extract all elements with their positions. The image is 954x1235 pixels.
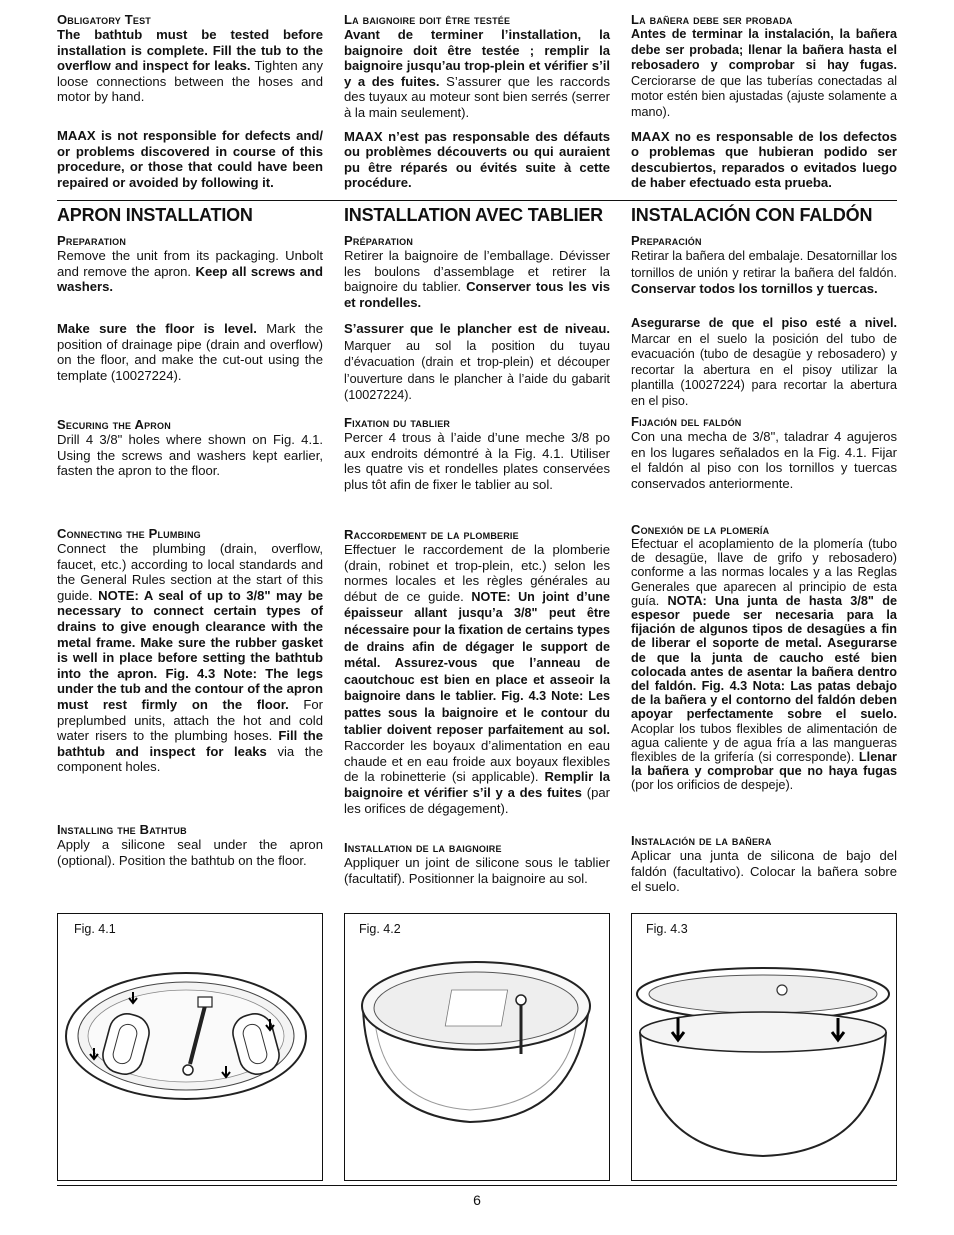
obligatory-test-text: Avant de terminer l’installation, la baignoire doit être testée ; remplir la baignoire jusqu’au trop-plein et vérifier s’il y a des fuites. S’assurer que les raccords des tuyaux au moteur sont bien serrés (serrer à la main seulement).: [344, 27, 610, 120]
section-title: Préparation: [344, 233, 414, 248]
figure-4-2: [344, 913, 610, 1181]
bathtub-in-apron-illustration: [345, 914, 607, 1178]
section-title: Conexión de la plomería: [631, 522, 770, 537]
section-text: Aplicar una junta de silicona de bajo del faldón (facultativo). Colocar la bañera sobre el suelo.: [631, 848, 897, 895]
figure-4-3: [631, 913, 897, 1181]
section-title: Preparation: [57, 233, 127, 248]
section-text: S’assurer que le plancher est de niveau. Marquer au sol la position du tuyau d’évacuation (drain et trop-plein) et découper l’ouverture dans le plancher à l’aide du gabarit (10027224).: [344, 321, 610, 403]
plumbing-section: [57, 526, 323, 775]
figure-label: Fig. 4.3: [646, 922, 688, 936]
footer-divider: [57, 1185, 897, 1186]
heading-instalacion-con-faldon: INSTALACIÓN CON FALDÓN: [631, 205, 873, 225]
preparation-section: [344, 233, 610, 310]
plumbing-section: [344, 527, 610, 816]
section-title: Fixation du tablier: [344, 415, 451, 430]
column-spanish: [631, 12, 897, 191]
section-title: Fijación del faldón: [631, 414, 742, 429]
installing-bathtub-section: [57, 822, 323, 868]
section-title: Installing the Bathtub: [57, 822, 187, 837]
maax-disclaimer: MAAX is not responsible for defects and/ or problems discovered in course of this procedure, or those that could have been repaired or avoided by following it.: [57, 127, 323, 190]
section-text: Asegurarse de que el piso esté a nivel. Marcar en el suelo la posición del tubo de evacuación (tubo de desagüe y rebosadero) y recortar la abertura en el pisoy utilizar la plantilla (10027224) para recortar la abertura en el piso.: [631, 316, 897, 408]
figure-4-1: [57, 913, 323, 1181]
section-title: Installation de la baignoire: [344, 840, 502, 855]
obligatory-test-text: Antes de terminar la instalación, la bañera debe ser probada; llenar la bañera hasta el rebosadero y comprobar si hay fugas. Cerciorarse de que las tuberías conectadas al motor estén bien ajustadas (ajuste solamente a mano).: [631, 27, 897, 119]
installing-bathtub-section: [631, 833, 897, 895]
section-title: Raccordement de la plomberie: [344, 527, 519, 542]
section-text: Effectuer le raccordement de la plomberie (drain, robinet et trop-plein, etc.) selon les normes locales et les règles générales au début de ce guide. NOTE: Un joint d’une épaisseur allant jusqu’a 3/8" peut être nécessaire pour la fixation de certains types de drains afin de dégager le support de métal. Assurez-vous que l’anneau de caoutchouc est bien en place et asseoir la baignoire dans le tablier. Fig. 4.3 Note: Les pattes sous la baignoire et le contour du tablier doivent reposer parfaitement au sol. Raccorder les boyaux d’alimentation en eau chaude et en eau froide aux boyaux flexibles de la robinetterie (si applicable). Remplir la baignoire et vérifier s’il y a des fuites (par les orifices de dégagement).: [344, 542, 611, 816]
installing-bathtub-section: [344, 840, 610, 886]
bathtub-lowering-into-apron-illustration: [632, 914, 894, 1178]
securing-apron-section: [344, 415, 610, 492]
figure-label: Fig. 4.1: [74, 922, 116, 936]
section-text: Efectuar el acoplamiento de la plomería (tubo de desagüe, llave de grifo y rebosadero) conforme a las normas locales y a las Reglas Generales que aparecen al principio de esta guía. NOTA: Una junta de hasta 3/8" de espesor puede ser necesaria para la fijación de algunos tipos de desagües a fin de liberar el soporte de metal. Asegurarse de que la junta de caucho esté bien colocada antes de asentar la bañera dentro del faldón. Fig. 4.3 Nota: Las patas debajo de la bañera y el contorno del faldón deben apoyar perfectamente sobre el suelo. Acoplar los tubos flexibles de alimentación de agua caliente y de agua fría a las mangueras flexibles de la grifería (si corresponde). Llenar la bañera y comprobar que no haya fugas (por los orificios de despeje).: [631, 537, 898, 793]
section-text: Retirar la bañera del embalaje. Desatornillar los tornillos de unión y retirar la bañera del faldón. Conservar todos los tornillos y tuercas.: [631, 249, 897, 297]
section-text: Retirer la baignoire de l’emballage. Dévisser les boulons d’assemblage et retirer la baignoire du tablier. Conserver tous les vis et rondelles.: [344, 248, 610, 310]
section-title: Instalación de la bañera: [631, 833, 772, 848]
maax-disclaimer: MAAX n’est pas responsable des défauts ou problèmes découverts ou qui auraient pu être réparés ou évités suite à cette procédure.: [344, 128, 610, 191]
section-text: Apply a silicone seal under the apron (optional). Position the bathtub on the floor.: [57, 837, 323, 868]
column-english: [57, 12, 323, 190]
obligatory-test-title: Obligatory Test: [57, 12, 152, 27]
section-title: Preparación: [631, 233, 702, 248]
section-text: Make sure the floor is level. Mark the position of drainage pipe (drain and overflow) on the floor, and make the cut-out using the template (10027224).: [57, 321, 323, 383]
floor-level-section: [57, 321, 323, 383]
section-divider: [57, 200, 897, 201]
section-title: Connecting the Plumbing: [57, 526, 201, 541]
section-title: Securing the Apron: [57, 417, 171, 432]
section-text: Connect the plumbing (drain, overflow, faucet, etc.) according to local standards and the General Rules section at the start of this guide. NOTE: A seal of up to 3/8" may be necessary to connect certain types of drains to give enough clearance with the metal frame. Make sure the rubber gasket is well in place before setting the bathtub into the apron. Fig. 4.3 Note: The legs under the tub and the contour of the apron must rest firmly on the floor. For preplumbed units, attach the hot and cold water risers to the plumbing hoses. Fill the bathtub and inspect for leaks via the component holes.: [57, 541, 324, 775]
section-text: Con una mecha de 3/8", taladrar 4 agujeros en los lugares señalados en la Fig. 4.1. Fijar el faldón al piso con los tornillos y tuercas conservados anteriormente.: [631, 429, 897, 491]
plumbing-section: [631, 522, 897, 793]
column-french: [344, 12, 610, 191]
heading-installation-avec-tablier: INSTALLATION AVEC TABLIER: [344, 205, 603, 225]
bathtub-top-view-illustration: [58, 914, 320, 1178]
floor-level-section: [631, 316, 897, 410]
section-text: Appliquer un joint de silicone sous le tablier (facultatif). Positionner la baignoire au sol.: [344, 855, 610, 886]
figure-label: Fig. 4.2: [359, 922, 401, 936]
section-text: Remove the unit from its packaging. Unbolt and remove the apron. Keep all screws and washers.: [57, 248, 324, 295]
obligatory-test-text: The bathtub must be tested before installation is complete. Fill the tub to the overflow and inspect for leaks. Tighten any loose connections between the hoses and motor by hand.: [57, 27, 323, 105]
heading-apron-installation: APRON INSTALLATION: [57, 205, 253, 225]
obligatory-test-title: La bañera debe ser probada: [631, 12, 793, 27]
securing-apron-section: [57, 417, 323, 479]
section-text: Percer 4 trous à l’aide d’une meche 3/8 po aux endroits démontré à la Fig. 4.1. Utiliser les quatre vis et rondelles plates conservées plus tôt afin de fixer le tablier au sol.: [344, 430, 610, 492]
obligatory-test-title: La baignoire doit être testée: [344, 12, 511, 27]
maax-disclaimer: MAAX no es responsable de los defectos o problemas que hubieran podido ser descubiertos, reparados o evitados luego de haber efectuado esta prueba.: [631, 128, 897, 191]
preparation-section: [57, 233, 323, 295]
page-number: 6: [473, 1192, 481, 1208]
securing-apron-section: [631, 414, 897, 491]
preparation-section: [631, 233, 897, 297]
floor-level-section: [344, 321, 610, 404]
section-text: Drill 4 3/8" holes where shown on Fig. 4.1. Using the screws and washers kept earlier, fasten the apron to the floor.: [57, 432, 323, 479]
